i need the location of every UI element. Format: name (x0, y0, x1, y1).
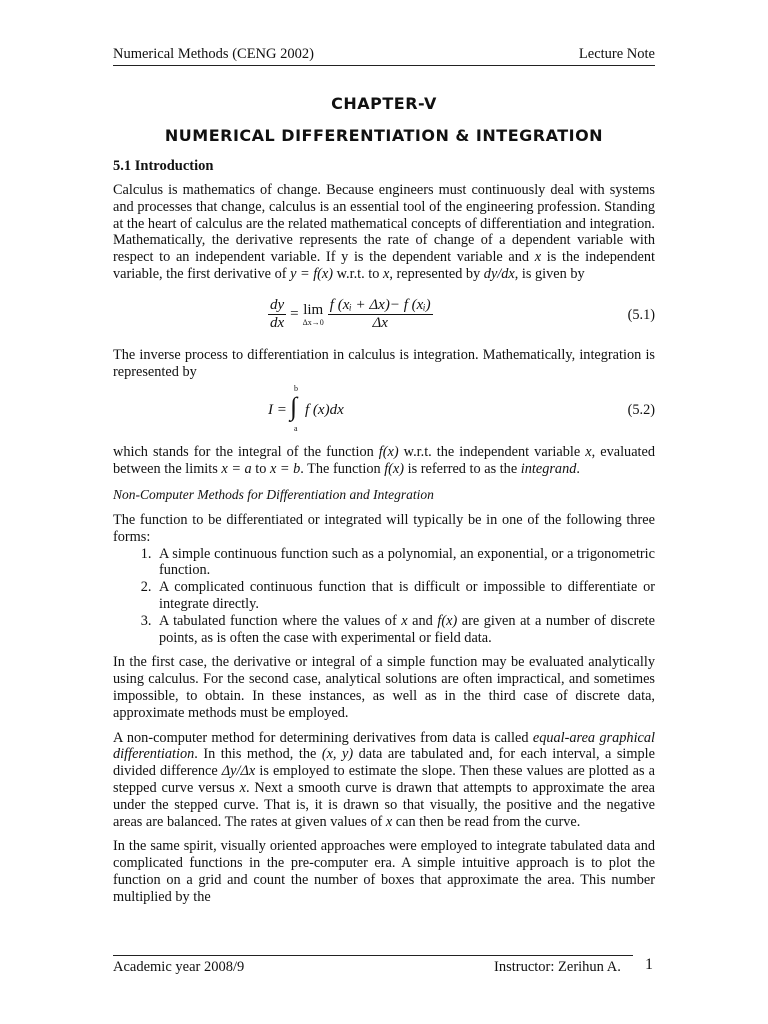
equation-integral: I = b ∫ a f (x)dx (5.2) (268, 384, 655, 434)
chapter-number: CHAPTER-V (331, 94, 437, 113)
eq1-limit: lim Δx→0 (302, 301, 324, 327)
graphical-differentiation-paragraph: A non-computer method for determining derivatives from data is called equal-area graphical differentiation. In this method, the (x, y) data are tabulated and, for each interval, a simple divided difference Δy/Δx is employed to estimate the slope. Then these values are plotted as a stepped curve versus x. Next a smooth curve is drawn that attempts to approximate the area under the stepped curve. That is, it is drawn so that visually, the positive and the negative areas are balanced. The rates at given values of x can then be read from the curve. (113, 729, 656, 830)
footer-academic-year: Academic year 2008/9 (113, 959, 245, 975)
header-doc-type: Lecture Note (578, 46, 655, 62)
header-course-title: Numerical Methods (CENG 2002) (113, 46, 314, 62)
subsection-heading: Non-Computer Methods for Differentiation and Integration (113, 486, 434, 502)
eq2-number: (5.2) (627, 402, 655, 419)
eq1-number: (5.1) (627, 306, 655, 323)
cases-paragraph: In the first case, the derivative or integral of a simple function may be evaluated analytically using calculus. For the second case, analytical solutions are often impractical, and sometimes impossible, to obtain. In these instances, as well as in the third case of discrete data, approximate methods must be employed. (113, 654, 655, 721)
list-item: 1. A simple continuous function such as a polynomial, an exponential, or a trigonometric function. (155, 546, 655, 580)
forms-list (113, 546, 655, 647)
graphical-integration-paragraph: In the same spirit, visually oriented approaches were employed to integrate tabulated data and complicated functions in the pre-computer era. A simple intuitive approach is to plot the function on a grid and count the number of boxes that approximate the area. This number multiplied by the (113, 838, 655, 905)
integral-explanation: which stands for the integral of the function f(x) w.r.t. the independent variable x, evaluated between the limits x = a to x = b. The function f(x) is referred to as the integrand. (113, 444, 656, 478)
page-header (113, 45, 655, 63)
footer-instructor: Instructor: Zerihun A. (494, 959, 621, 975)
equation-derivative: $\frac{dy}{dx}$ = lim Δx→0 $\frac{\text{f (xᵢ + Δx)− f (xᵢ)}}{\Delta x}$ (5.1) (270, 296, 655, 331)
section-title: 5.1 Introduction (113, 158, 214, 174)
list-item: 3. A tabulated function where the values of x and f(x) are given at a number of discrete points, as is often the case with experimental or field data. (155, 613, 655, 647)
forms-paragraph: The function to be differentiated or integrated will typically be in one of the following three forms: (113, 511, 655, 545)
page-body (113, 94, 655, 906)
list-item: 2. A complicated continuous function that is difficult or impossible to differentiate or integrate directly. (155, 579, 655, 613)
eq1-rhs: $\frac{\text{f (xᵢ + Δx)− f (xᵢ)}}{\Delta x}$ (329, 296, 431, 331)
footer-rule (113, 955, 633, 956)
intro-paragraph: Calculus is mathematics of change. Because engineers must continuously deal with systems and processes that change, calculus is an essential tool of the engineering profession. Standing at the heart of calculus are the related mathematical concepts of differentiation and integration. Mathematically, the derivative represents the rate of change of a dependent variable with respect to an independent variable. If y is the dependent variable and x is the independent variable, the first derivative of y = f(x) w.r.t. to x, represented by dy/dx, is given by (113, 182, 655, 282)
page-number: 1 (645, 956, 653, 973)
header-rule (113, 65, 655, 66)
eq1-lhs: $\frac{dy}{dx}$ (270, 296, 285, 331)
integration-paragraph: The inverse process to differentiation in calculus is integration. Mathematically, integration is represented by (113, 346, 655, 380)
chapter-title: NUMERICAL DIFFERENTIATION & INTEGRATION (164, 126, 604, 145)
